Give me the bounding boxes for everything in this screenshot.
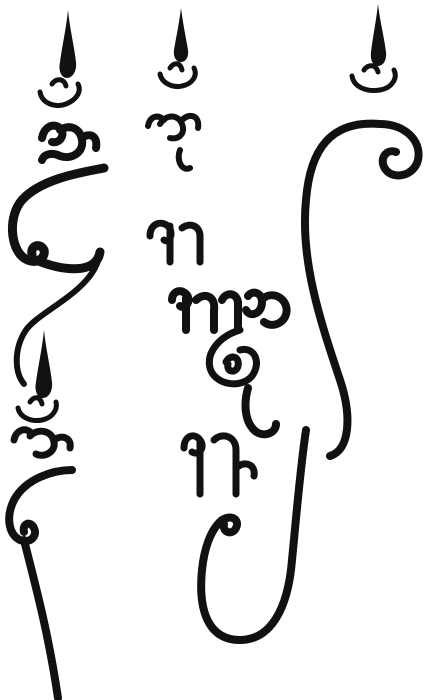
left-mid-glyph-icon [14, 430, 70, 456]
middle-glyph-ha-icon [150, 223, 200, 262]
middle-top-flame-icon [174, 8, 188, 62]
middle-column-glyphs [148, 8, 287, 494]
left-long-stroke-icon [17, 252, 100, 384]
middle-glyph-ba-icon [184, 436, 254, 494]
left-mid-flame-icon [35, 330, 52, 398]
middle-top-glyph-icon [148, 116, 198, 169]
left-column-glyphs [9, 10, 104, 698]
right-column-glyphs [201, 4, 418, 640]
right-spiral-icon [380, 124, 419, 175]
right-long-tail-icon [305, 124, 380, 456]
left-s-curve-icon [12, 168, 104, 269]
left-bottom-curl-icon [9, 470, 72, 698]
left-top-crown-icon [40, 80, 79, 106]
middle-loop-icon [209, 330, 256, 384]
middle-top-crown-icon [160, 64, 195, 87]
left-top-flame-icon [59, 10, 76, 78]
left-top-glyph-icon [42, 126, 96, 160]
right-top-crown-icon [352, 66, 395, 91]
right-top-flame-icon [371, 4, 386, 66]
left-mid-crown-icon [18, 398, 56, 421]
middle-glyph-hwa-icon [172, 291, 287, 330]
right-bottom-u-curve-icon [201, 388, 306, 640]
